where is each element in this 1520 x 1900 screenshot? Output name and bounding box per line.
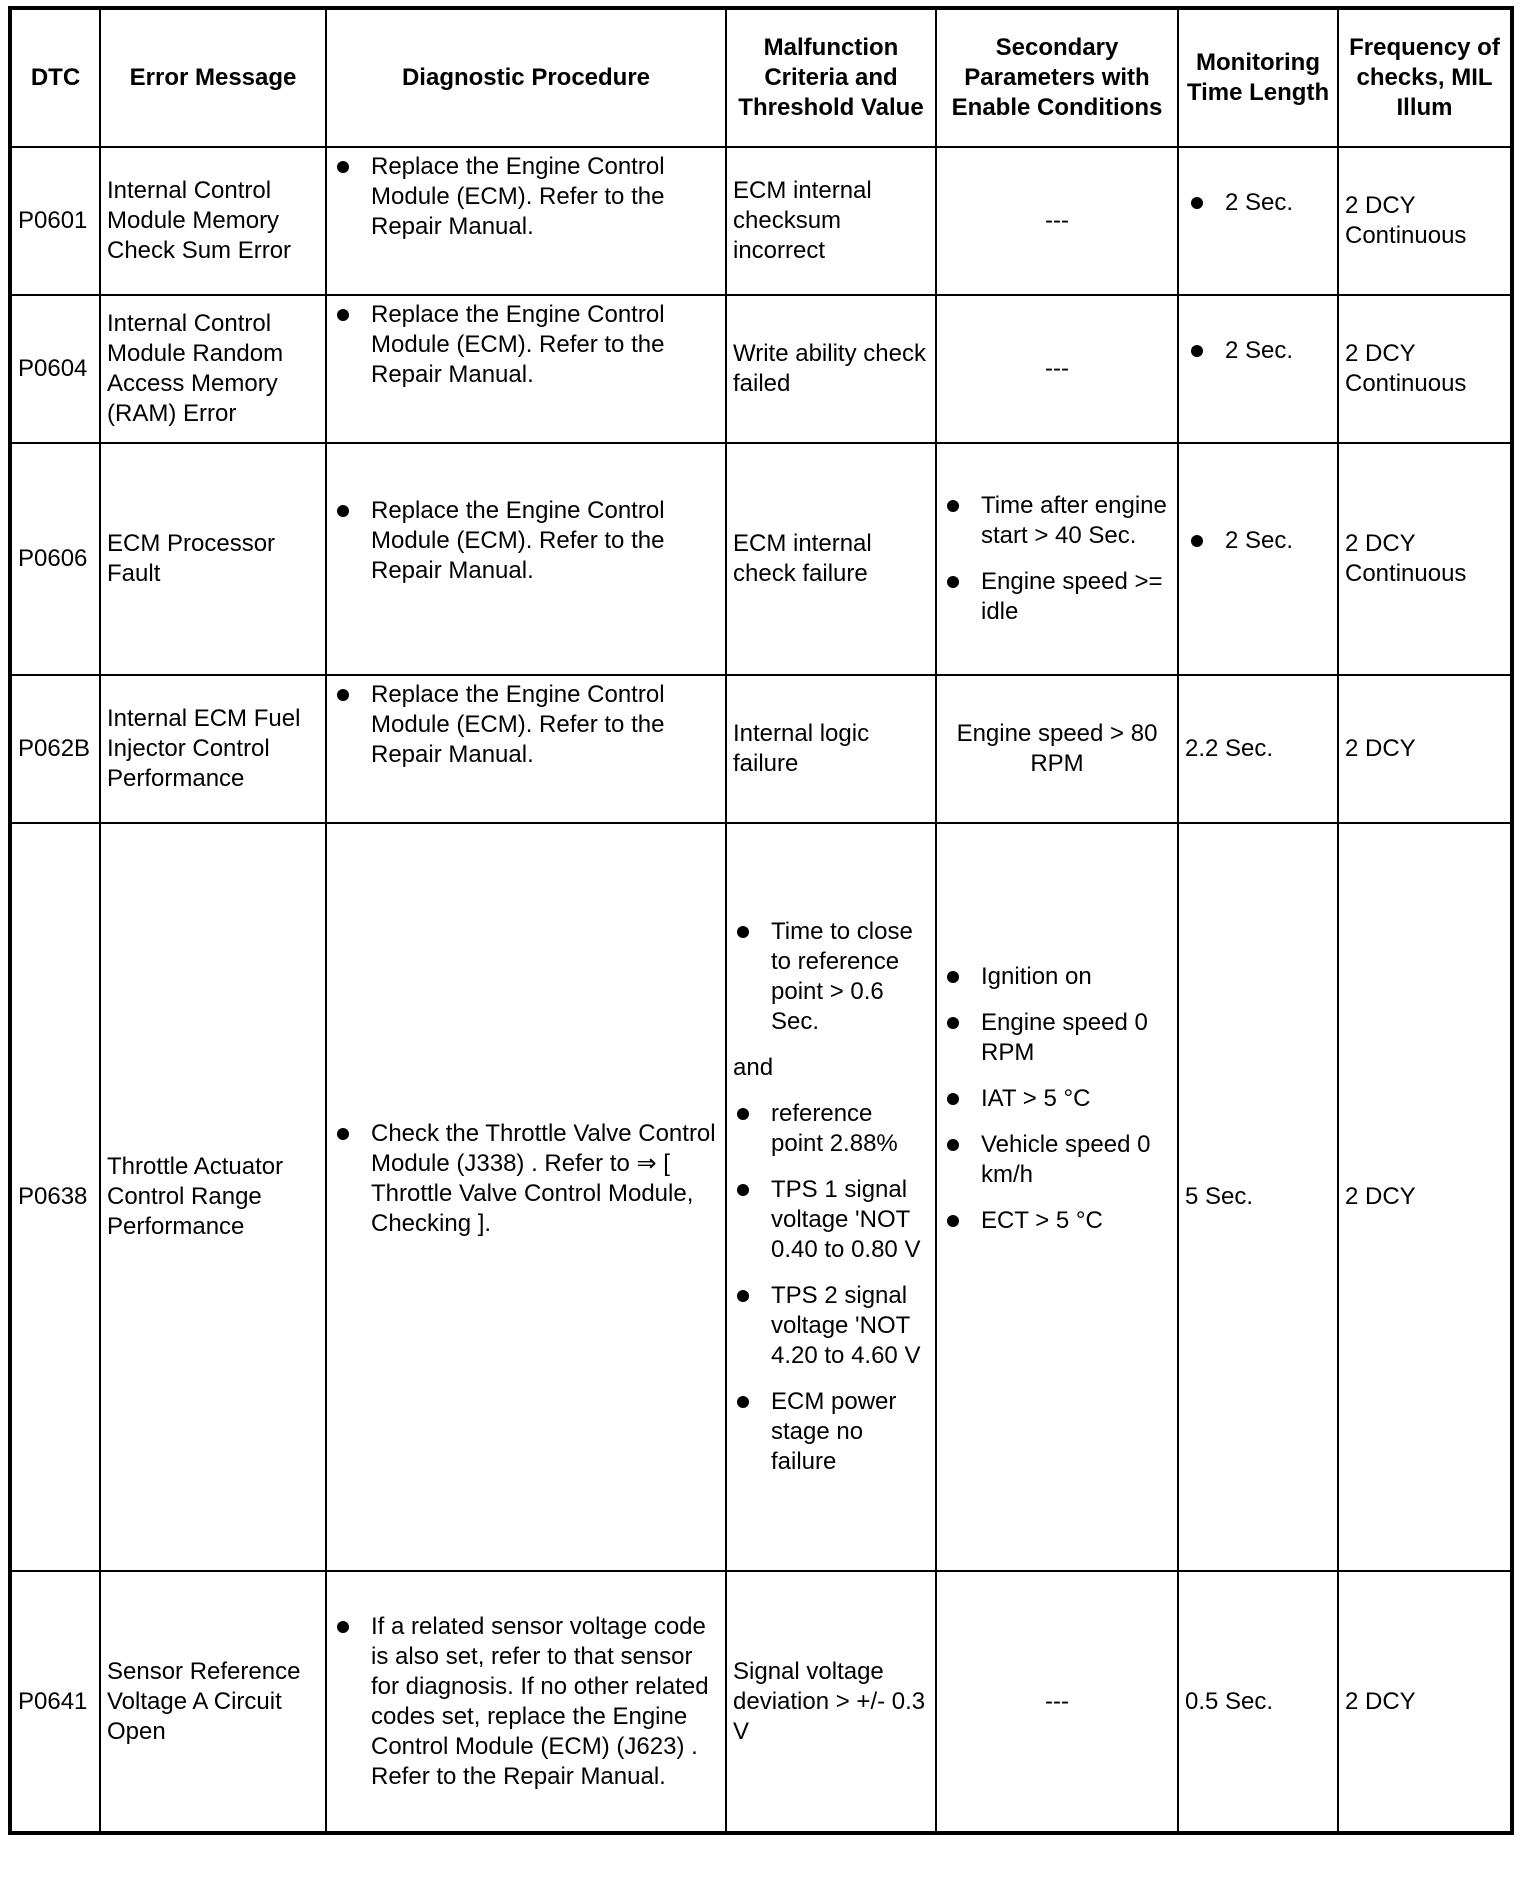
monitoring-time: 2.2 Sec. xyxy=(1178,675,1338,823)
monitoring-time xyxy=(1178,147,1338,295)
secondary-parameters: Engine speed > 80 RPM xyxy=(936,675,1178,823)
table-row xyxy=(10,675,1512,823)
error-message: Sensor Reference Voltage A Circuit Open xyxy=(100,1571,326,1833)
procedure-item: If a related sensor voltage code is also set, refer to that sensor for diagnosis. If no other related codes set, replace the Engine Control Module (ECM) (J623) . Refer to the Repair Manual. xyxy=(333,1612,719,1792)
dtc-code: P0601 xyxy=(10,147,100,295)
procedure-item: Replace the Engine Control Module (ECM). Refer to the Repair Manual. xyxy=(333,496,719,586)
diagnostic-procedure xyxy=(326,443,726,675)
monitoring-time: 5 Sec. xyxy=(1178,823,1338,1571)
frequency: 2 DCY Continuous xyxy=(1338,443,1512,675)
dtc-code: P0638 xyxy=(10,823,100,1571)
diagnostic-procedure xyxy=(326,675,726,823)
malfunction-criteria: ECM internal checksum incorrect xyxy=(726,147,936,295)
secondary-item: Engine speed 0 RPM xyxy=(943,1008,1171,1068)
criteria-item: TPS 2 signal voltage 'NOT 4.20 to 4.60 V xyxy=(733,1281,929,1371)
criteria-item: reference point 2.88% xyxy=(733,1099,929,1159)
procedure-item: Replace the Engine Control Module (ECM). Refer to the Repair Manual. xyxy=(333,300,719,390)
malfunction-criteria xyxy=(726,823,936,1571)
header-malfunction-criteria: Malfunction Criteria and Threshold Value xyxy=(726,8,936,147)
malfunction-criteria: ECM internal check failure xyxy=(726,443,936,675)
monitoring-item: 2 Sec. xyxy=(1185,188,1331,218)
secondary-item: Time after engine start > 40 Sec. xyxy=(943,491,1171,551)
monitoring-item: 2 Sec. xyxy=(1185,526,1331,556)
error-message: ECM Processor Fault xyxy=(100,443,326,675)
secondary-parameters: --- xyxy=(936,147,1178,295)
table-row xyxy=(10,147,1512,295)
diagnostic-procedure xyxy=(326,823,726,1571)
table-row xyxy=(10,443,1512,675)
malfunction-criteria: Signal voltage deviation > +/- 0.3 V xyxy=(726,1571,936,1833)
monitoring-time xyxy=(1178,443,1338,675)
dtc-table xyxy=(8,6,1514,1835)
diagnostic-procedure xyxy=(326,1571,726,1833)
table-row xyxy=(10,1571,1512,1833)
dtc-code: P062B xyxy=(10,675,100,823)
frequency: 2 DCY xyxy=(1338,675,1512,823)
header-error-message: Error Message xyxy=(100,8,326,147)
document-page xyxy=(8,6,1510,1886)
error-message: Internal ECM Fuel Injector Control Performance xyxy=(100,675,326,823)
procedure-item: Replace the Engine Control Module (ECM). Refer to the Repair Manual. xyxy=(333,152,719,242)
procedure-item: Replace the Engine Control Module (ECM). Refer to the Repair Manual. xyxy=(333,680,719,770)
dtc-code: P0641 xyxy=(10,1571,100,1833)
malfunction-criteria: Internal logic failure xyxy=(726,675,936,823)
secondary-item: Engine speed >= idle xyxy=(943,567,1171,627)
criteria-item: Time to close to reference point > 0.6 Sec. xyxy=(733,917,929,1037)
error-message: Internal Control Module Random Access Memory (RAM) Error xyxy=(100,295,326,443)
secondary-item: IAT > 5 °C xyxy=(943,1084,1171,1114)
secondary-item: Ignition on xyxy=(943,962,1171,992)
error-message: Internal Control Module Memory Check Sum Error xyxy=(100,147,326,295)
frequency: 2 DCY Continuous xyxy=(1338,147,1512,295)
criteria-item: ECM power stage no failure xyxy=(733,1387,929,1477)
monitoring-time xyxy=(1178,295,1338,443)
malfunction-criteria: Write ability check failed xyxy=(726,295,936,443)
secondary-parameters xyxy=(936,823,1178,1571)
procedure-item: Check the Throttle Valve Control Module (J338) . Refer to ⇒ [ Throttle Valve Control Module, Checking ]. xyxy=(333,1119,719,1239)
header-frequency: Frequency of checks, MIL Illum xyxy=(1338,8,1512,147)
header-secondary-parameters: Secondary Parameters with Enable Conditions xyxy=(936,8,1178,147)
header-diagnostic-procedure: Diagnostic Procedure xyxy=(326,8,726,147)
error-message: Throttle Actuator Control Range Performance xyxy=(100,823,326,1571)
criteria-conjunction: and xyxy=(733,1054,774,1081)
diagnostic-procedure xyxy=(326,147,726,295)
frequency: 2 DCY xyxy=(1338,823,1512,1571)
diagnostic-procedure xyxy=(326,295,726,443)
header-dtc: DTC xyxy=(10,8,100,147)
secondary-parameters xyxy=(936,443,1178,675)
criteria-item: TPS 1 signal voltage 'NOT 0.40 to 0.80 V xyxy=(733,1175,929,1265)
frequency: 2 DCY Continuous xyxy=(1338,295,1512,443)
dtc-code: P0604 xyxy=(10,295,100,443)
secondary-parameters: --- xyxy=(936,1571,1178,1833)
header-row xyxy=(10,8,1512,147)
secondary-item: Vehicle speed 0 km/h xyxy=(943,1130,1171,1190)
frequency: 2 DCY xyxy=(1338,1571,1512,1833)
monitoring-item: 2 Sec. xyxy=(1185,336,1331,366)
secondary-item: ECT > 5 °C xyxy=(943,1206,1171,1236)
table-row xyxy=(10,823,1512,1571)
table-row xyxy=(10,295,1512,443)
secondary-parameters: --- xyxy=(936,295,1178,443)
dtc-code: P0606 xyxy=(10,443,100,675)
monitoring-time: 0.5 Sec. xyxy=(1178,1571,1338,1833)
header-monitoring-time: Monitoring Time Length xyxy=(1178,8,1338,147)
